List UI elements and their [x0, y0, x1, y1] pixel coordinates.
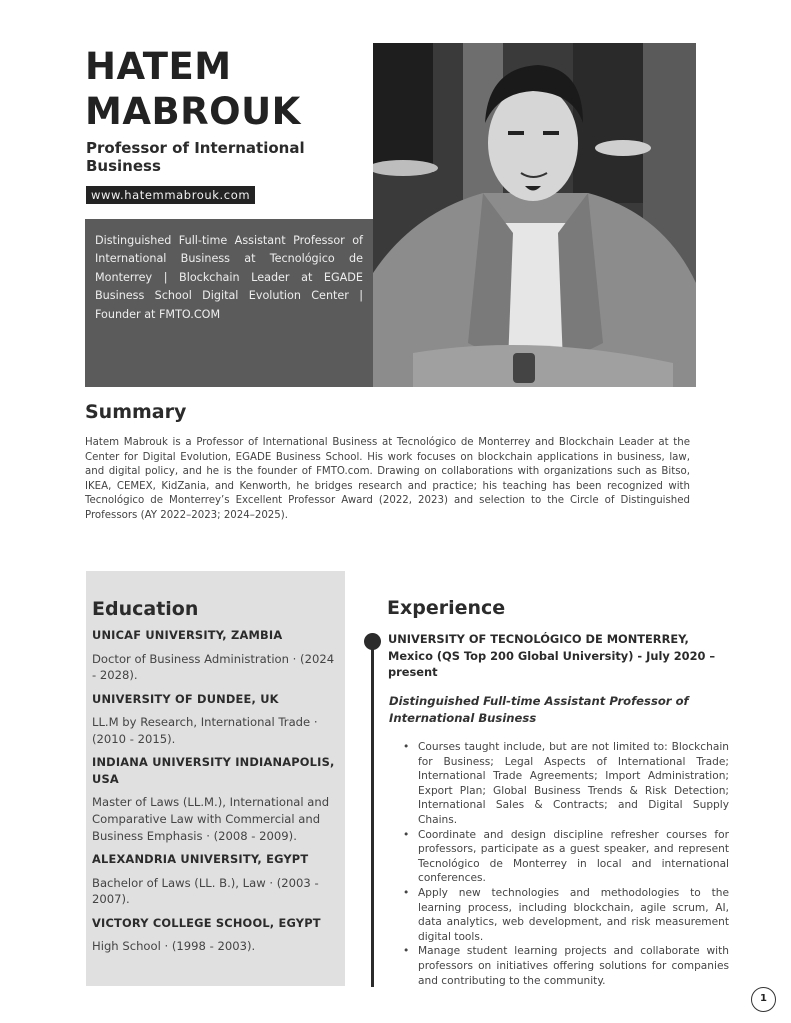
- education-degree: Master of Laws (LL.M.), International and Comparative Law with Commercial and Business Emphasis · (2008 - 2009).: [92, 795, 330, 843]
- summary-heading: Summary: [85, 401, 187, 423]
- tagline-text: Distinguished Full-time Assistant Professor of International Business at Tecnológico de Monterrey | Blockchain Leader at EGADE Business School Digital Evolution Center | Founder at FMTO.COM: [95, 234, 363, 321]
- education-school: ALEXANDRIA UNIVERSITY, EGYPT: [92, 852, 309, 867]
- timeline-line: [371, 641, 374, 987]
- experience-bullet: • Apply new technologies and methodologies to the learning process, including blockchain, agile scrum, AI, data analytics, web development, and risk measurement digital tools.: [418, 886, 729, 944]
- education-entry: [92, 754, 339, 844]
- portrait-illustration: [373, 43, 696, 387]
- experience-organization: UNIVERSITY OF TECNOLÓGICO DE MONTERREY, Mexico (QS Top 200 Global University) - July 2020 – present: [388, 632, 716, 680]
- education-school: INDIANA UNIVERSITY INDIANAPOLIS, USA: [92, 755, 335, 786]
- profile-photo: [373, 43, 696, 387]
- education-degree: High School · (1998 - 2003).: [92, 939, 256, 954]
- education-degree: Bachelor of Laws (LL. B.), Law · (2003 - 2007).: [92, 875, 319, 907]
- summary-text: Hatem Mabrouk is a Professor of International Business at Tecnológico de Monterrey and Blockchain Leader at the Center for Digital Evolution, EGADE Business School. His work focuses on blockchain applications in business, law, and digital policy, and he is the founder of FMTO.com. Drawing on collaborations with organizations such as Bitso, IKEA, CEMEX, KidZania, and Kenworth, he bridges research and practice; his teaching has been recognized with Tecnológico de Monterrey’s Excellent Professor Award (2022, 2023) and selection to the Circle of Distinguished Professors (AY 2022–2023; 2024–2025).: [85, 437, 690, 521]
- website-link[interactable]: www.hatemmabrouk.com: [86, 186, 255, 204]
- education-entry: [92, 691, 339, 748]
- experience-bullet: • Courses taught include, but are not limited to: Blockchain for Business; Legal Aspects of International Trade; International Trade Agreements; Import Administration; Export Plan; Global Business Trends & Risk Detection; International Sales & Contracts; and Digital Supply Chains.: [418, 740, 729, 828]
- job-title: Professor of International Business: [86, 139, 305, 175]
- tagline-box: [85, 219, 373, 387]
- experience-bullets: [418, 740, 729, 988]
- name-line-last: MABROUK: [85, 90, 301, 133]
- education-school: VICTORY COLLEGE SCHOOL, EGYPT: [92, 915, 321, 930]
- education-degree: Doctor of Business Administration · (2024 - 2028).: [92, 651, 335, 683]
- experience-role: Distinguished Full-time Assistant Professor of International Business: [389, 694, 689, 725]
- page-number-badge: 1: [751, 987, 776, 1012]
- education-entry: [92, 627, 339, 684]
- experience-heading: Experience: [387, 597, 506, 619]
- education-school: UNIVERSITY OF DUNDEE, UK: [92, 691, 279, 706]
- education-entry: [92, 915, 339, 955]
- experience-bullet: • Coordinate and design discipline refresher courses for professors, participate as a guest speaker, and represent Tecnológico de Monterrey in local and international conferences.: [418, 828, 729, 886]
- education-entry: [92, 851, 339, 908]
- experience-bullet: • Manage student learning projects and collaborate with professors on initiatives offering solutions for companies and contributing to the community.: [418, 944, 729, 988]
- education-heading: Education: [92, 598, 199, 620]
- education-section: [86, 571, 345, 986]
- name-line-first: HATEM: [85, 45, 232, 88]
- education-school: UNICAF UNIVERSITY, ZAMBIA: [92, 628, 283, 642]
- timeline-dot-icon: [364, 633, 381, 650]
- candidate-name: [85, 44, 301, 134]
- education-degree: LL.M by Research, International Trade · (2010 - 2015).: [92, 715, 318, 746]
